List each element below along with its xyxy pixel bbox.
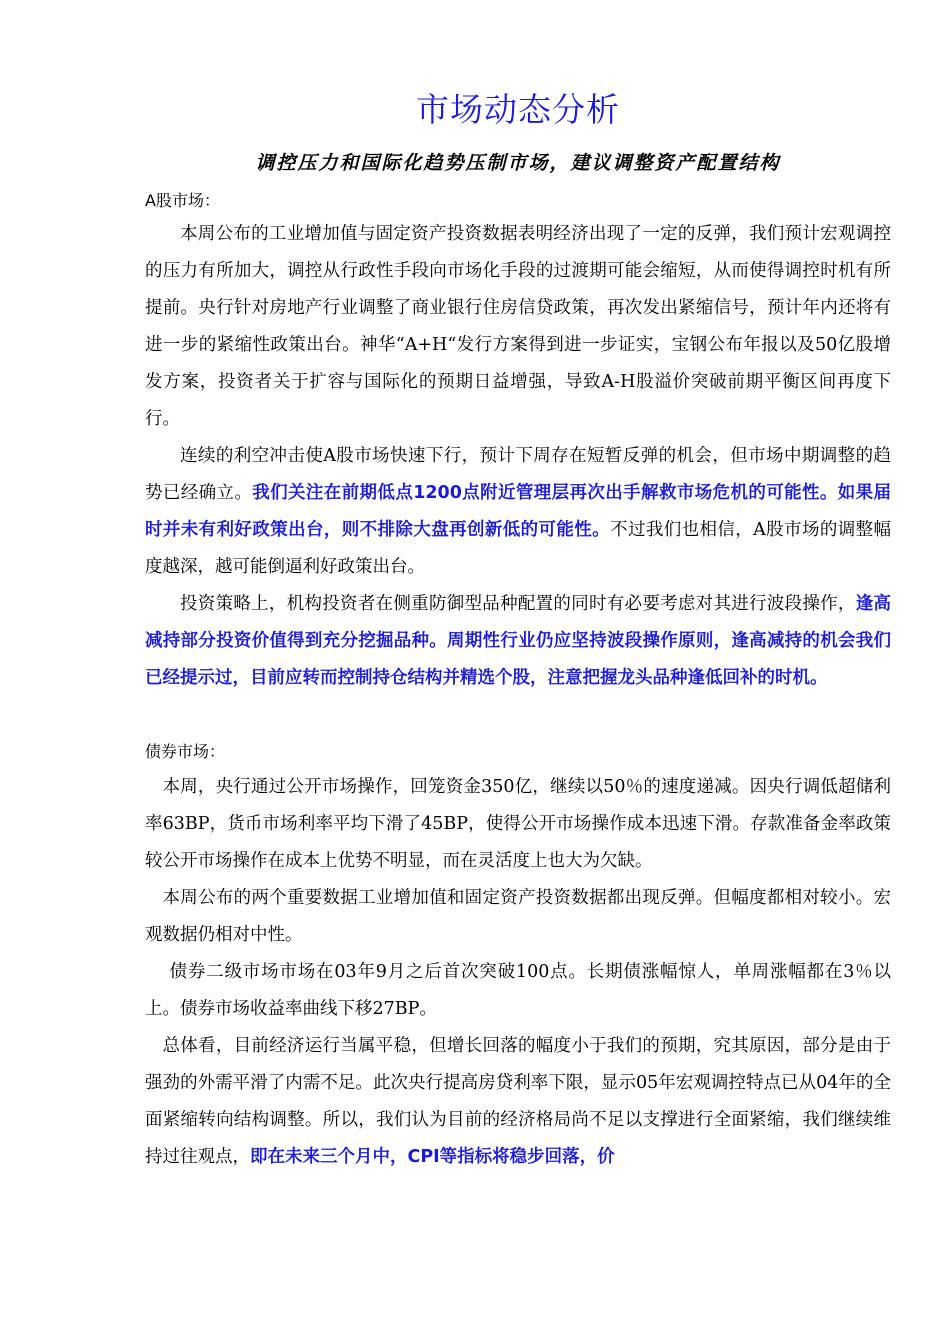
bond-paragraph-1: 本周，央行通过公开市场操作，回笼资金350亿，继续以50％的速度递减。因央行调低超储利率63BP，货币市场利率平均下滑了45BP，使得公开市场操作成本迅速下滑。存款准备金率政策较公开市场操作在成本上优势不明显，而在灵活度上也大为欠缺。: [145, 777, 891, 871]
a-share-paragraph-1: 本周公布的工业增加值与固定资产投资数据表明经济出现了一定的反弹，我们预计宏观调控的压力有所加大，调控从行政性手段向市场化手段的过渡期可能会缩短，从而使得调控时机有所提前。央行针对房地产行业调整了商业银行住房信贷政策，再次发出紧缩信号，预计年内还将有进一步的紧缩性政策出台。神华“A+H“发行方案得到进一步证实，宝钢公布年报以及50亿股增发方案，投资者关于扩容与国际化的预期日益增强，导致A-H股溢价突破前期平衡区间再度下行。: [145, 224, 891, 429]
bond-paragraph-3: 债券二级市场市场在03年9月之后首次突破100点。长期债涨幅惊人，单周涨幅都在3％以上。债券市场收益率曲线下移27BP。: [145, 962, 891, 1019]
bond-paragraph-4: [145, 1028, 891, 1176]
section-spacer: [145, 697, 891, 737]
document-body: [145, 186, 891, 1176]
a-share-p2-text-a: 连续的利空冲击使A股市场快速下行，预计下周存在短暂反弹的机会，但市场中期调整的趋势已经确立。: [145, 446, 891, 503]
bond-p4-text: 总体看，目前经济运行当属平稳，但增长回落的幅度小于我们的预期，究其原因，部分是由于强劲的外需平滑了内需不足。此次央行提高房贷利率下限，显示05年宏观调控特点已从04年的全面紧缩转向结构调整。所以，我们认为目前的经济格局尚不足以支撑进行全面紧缩，我们继续维持过往观点，: [145, 1036, 891, 1167]
a-share-p2-highlight: 我们关注在前期低点1200点附近管理层再次出手解救市场危机的可能性。如果届时并未有利好政策出台，则不排除大盘再创新低的可能性。: [145, 483, 891, 540]
a-share-p3-highlight: 逢高减持部分投资价值得到充分挖掘品种。周期性行业仍应坚持波段操作原则，逢高减持的机会我们已经提示过，目前应转而控制持仓结构并精选个股，注意把握龙头品种逢低回补的时机。: [145, 594, 892, 688]
bond-paragraph-2: 本周公布的两个重要数据工业增加值和固定资产投资数据都出现反弹。但幅度都相对较小。宏观数据仍相对中性。: [145, 888, 891, 945]
a-share-paragraph-2: [145, 438, 891, 586]
a-share-paragraph-3: [145, 586, 891, 697]
bond-heading: 债券市场：: [145, 742, 226, 761]
a-share-p2-text-b: 不过我们也相信，A股市场的调整幅度越深，越可能倒逼利好政策出台。: [145, 520, 892, 577]
page-subtitle: 调控压力和国际化趋势压制市场，建议调整资产配置结构: [255, 152, 781, 174]
page-title: 市场动态分析: [416, 90, 620, 129]
a-share-heading: A股市场：: [145, 191, 220, 210]
bond-p4-highlight: 即在未来三个月中，CPI等指标将稳步回落，价: [250, 1147, 615, 1167]
a-share-p3-text: 投资策略上，机构投资者在侧重防御型品种配置的同时有必要考虑对其进行波段操作，: [180, 594, 856, 614]
